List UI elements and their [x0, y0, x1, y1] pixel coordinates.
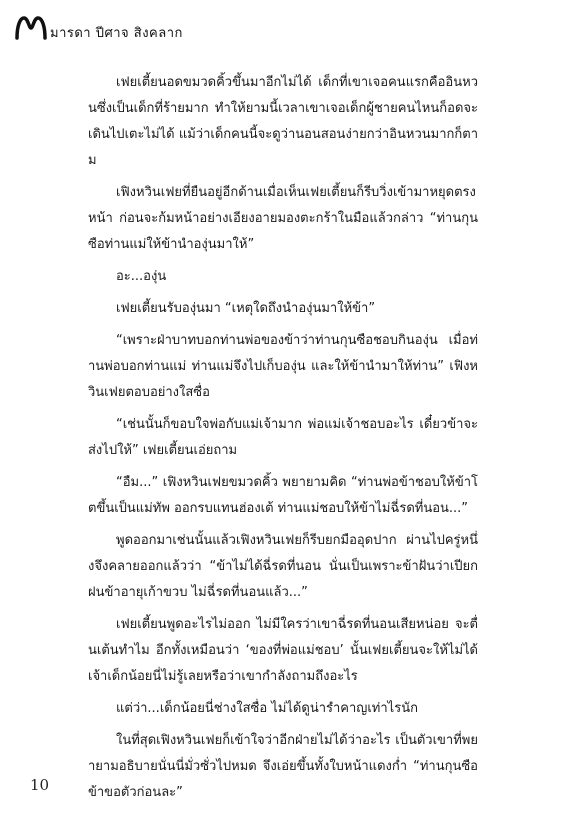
paragraph: แต่ว่า...เด็กน้อยนี่ช่างใสซื่อ ไม่ได้ดูน่ารำคาญเท่าไรนัก	[116, 701, 418, 716]
logo-m-glyph-icon	[14, 12, 48, 42]
logo-text: มารดา ปีศาจ สิงคลาก	[50, 26, 183, 41]
paragraph: เฟิงหวินเฟยที่ยืนอยู่อีกด้านเมื่อเห็นเฟยเตี้ยนก็รีบวิ่งเข้ามาหยุดตรงหน้า ก่อนจะก้มหน้าอย่างเอียงอายมองตะกร้าในมือแล้วกล่าว “ท่านกุนซือท่านแม่ให้ข้านำองุ่นมาให้”	[88, 185, 478, 252]
page-number: 10	[30, 776, 50, 794]
paragraph: “อืม...” เฟิงหวินเฟยขมวดคิ้ว พยายามคิด “ท่านพ่อข้าชอบให้ข้าโตขึ้นเป็นแม่ทัพ ออกรบแทนฮ่องเต้ ท่านแม่ชอบให้ข้าไม่ฉี่รดที่นอน...”	[88, 475, 478, 516]
paragraph: พูดออกมาเช่นนั้นแล้วเฟิงหวินเฟยก็รีบยกมืออุดปาก ผ่านไปครู่หนึ่งจึงคลายออกแล้วว่า “ข้าไม่ได้ฉี่รดที่นอน นั่นเป็นเพราะข้าฝันว่าเปียกฝนข้าอายุเก้าขวบ ไม่ฉี่รดที่นอนแล้ว...”	[88, 533, 478, 600]
paragraph: เฟยเตี้ยนรับองุ่นมา “เหตุใดถึงนำองุ่นมาให้ข้า”	[116, 301, 376, 316]
page-body	[88, 70, 478, 812]
paragraph: “เช่นนั้นก็ขอบใจพ่อกับแม่เจ้ามาก พ่อแม่เจ้าชอบอะไร เดี๋ยวข้าจะส่งไปให้” เฟยเตี้ยนเอ่ยถาม	[88, 417, 478, 458]
paragraph: ในที่สุดเฟิงหวินเฟยก็เข้าใจว่าอีกฝ่ายไม่ได้ว่าอะไร เป็นตัวเขาที่พยายามอธิบายนั่นนี่มั่วซั่วไปหมด จึงเอ่ยขึ้นทั้งใบหน้าแดงก่ำ “ท่านกุนซือข้าขอตัวก่อนละ”	[88, 733, 478, 800]
paragraph: เฟยเตี้ยนพูดอะไรไม่ออก ไม่มีใครว่าเขาฉี่รดที่นอนเสียหน่อย จะตื่นเต้นทำไม อีกทั้งเหมือนว่า ‘ของที่พ่อแม่ชอบ’ นั้นเฟยเตี้ยนจะให้ไม่ได้ เจ้าเด็กน้อยนี่ไม่รู้เลยหรือว่าเขากำลังถามถึงอะไร	[88, 617, 478, 684]
publisher-logo	[14, 12, 183, 52]
paragraph: อะ...องุ่น	[116, 269, 167, 284]
paragraph: เฟยเตี้ยนอดขมวดคิ้วขึ้นมาอีกไม่ได้ เด็กที่เขาเจอคนแรกคืออินหวนซึ่งเป็นเด็กที่ร้ายมาก ทำให้ยามนี้เวลาเขาเจอเด็กผู้ชายคนไหนก็อดจะเดินไปเตะไม่ได้ แม้ว่าเด็กคนนี้จะดูว่านอนสอนง่ายกว่าอินหวนมากก็ตาม	[88, 75, 478, 168]
paragraph: “เพราะฝ่าบาทบอกท่านพ่อของข้าว่าท่านกุนซือชอบกินองุ่น เมื่อท่านพ่อบอกท่านแม่ ท่านแม่จึงไปเก็บองุ่น และให้ข้านำมาให้ท่าน” เฟิงหวินเฟยตอบอย่างใสซื่อ	[88, 333, 478, 400]
